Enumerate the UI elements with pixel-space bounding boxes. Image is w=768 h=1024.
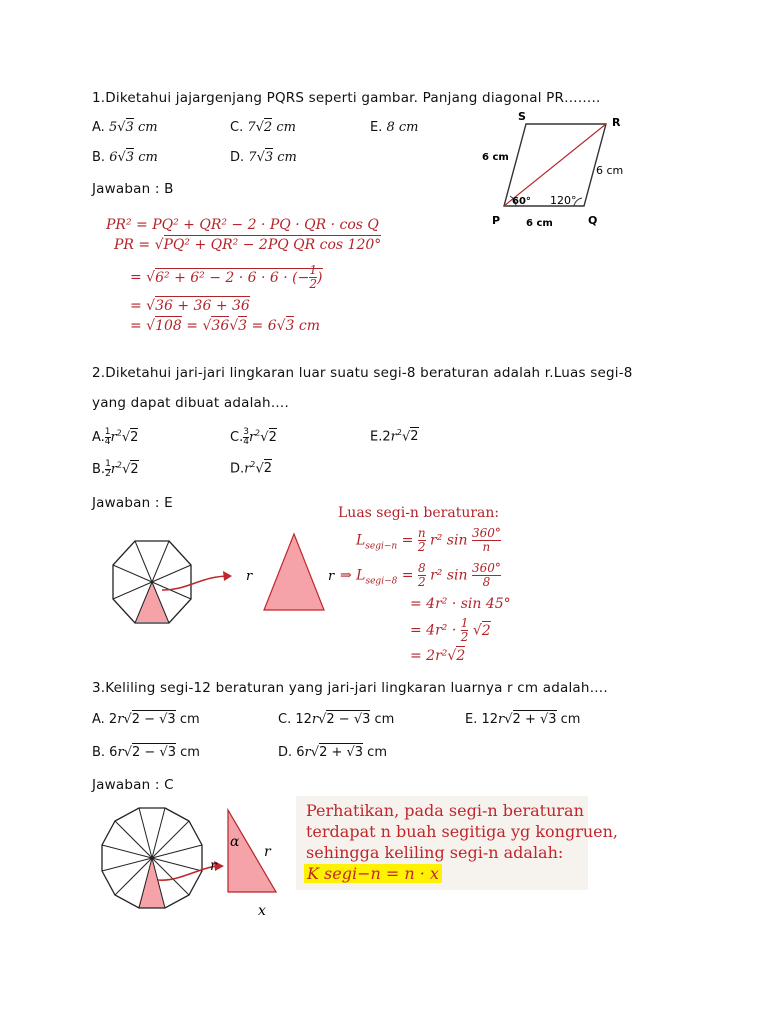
label-p: P [492,214,501,227]
q1-option-d: D. 7√3 cm [230,150,297,165]
q2-solution-line-1: $L_{segi-n}$ = $\frac{n}{2}$ r² sin $\frac{360^\circ}{n}$ [356,526,501,554]
q2-solution-line-4: = 4r² · $\frac{1}{2}$ √2 [410,616,491,644]
triangle-label-r-left-2: r [210,858,217,874]
triangle-label-r-left: r [246,569,253,584]
q2-answer: Jawaban : E [92,495,173,511]
q1-solution-line-2: PR = √PQ² + QR² − 2PQ QR cos 120° [114,237,382,253]
label-s: S [518,110,526,123]
label-r: R [612,116,621,129]
dodecagon-triangle-highlight [138,858,165,908]
arrow-to-triangle [162,576,230,590]
q1-solution-line-5: = √108 = √36√3 = 6√3 cm [130,318,321,334]
q1-solution-line-3: = √6² + 6² − 2 · 6 · 6 · (− $\frac{1}{2}$ ) [130,263,323,291]
dodecagon-diagram [90,800,290,922]
label-angle-p: 60° [512,196,531,207]
q1-solution-line-4: = √36 + 36 + 36 [130,298,250,314]
isosceles-triangle [264,534,324,610]
q1-option-b: B. 6√3 cm [92,150,158,165]
q3-option-e: E. 12r√2 + √3 cm [465,712,581,727]
q1-question: 1.Diketahui jajargenjang PQRS seperti gambar. Panjang diagonal PR…….. [92,90,601,106]
label-side-ps: 6 cm [482,152,509,163]
q1-solution-line-1: PR² = PQ² + QR² − 2 · PQ · QR · cos Q [106,217,379,233]
q3-note-line-2: terdapat n buah segitiga yg kongruen, [306,822,618,841]
octagon-diagram [100,520,340,630]
q3-option-d: D. 6r√2 + √3 cm [278,745,387,760]
label-q: Q [588,214,598,227]
q3-option-b: B. 6r√2 − √3 cm [92,745,200,760]
octagon-triangle-highlight [135,582,169,622]
q1-option-c: C. 7√2 cm [230,120,296,135]
q2-option-d: $D.r^2√2$ [230,460,273,477]
triangle-label-r-right: r [328,569,335,584]
q2-solution-title: Luas segi-n beraturan: [338,505,500,521]
q1-option-e: E. 8 cm [370,120,419,135]
triangle-label-alpha: α [230,834,240,850]
q2-option-c: C. $\frac{3}{4}$ $r^2√2$ [230,427,277,447]
q2-solution-line-2: ⇒ $L_{segi-8}$ = $\frac{8}{2}$ r² sin $\frac{360^\circ}{8}$ [340,561,501,589]
q3-note-box [296,796,618,890]
q2-option-b: B. $\frac{1}{2}$ $r^2√2$ [92,459,139,479]
q3-answer: Jawaban : C [92,777,174,793]
q2-question-line-2: yang dapat dibuat adalah…. [92,395,289,411]
label-side-pq: 6 cm [526,218,553,229]
q2-option-e: $E.2r^2√2$ [370,428,419,445]
q2-option-a: A. $\frac{1}{4}$ $r^2√2$ [92,427,139,447]
q3-option-a: A. 2r√2 − √3 cm [92,712,200,727]
triangle-label-x: x [258,903,266,919]
q3-question: 3.Keliling segi-12 beraturan yang jari-jari lingkaran luarnya r cm adalah…. [92,680,608,696]
q1-answer: Jawaban : B [92,181,174,197]
q2-solution-line-3: = 4r² · sin 45° [410,596,511,612]
parallelogram-diagram [470,108,640,233]
q3-formula: K segi−n = n · x [304,864,442,883]
triangle-label-r-right-2: r [264,844,271,860]
q2-question-line-1: 2.Diketahui jari-jari lingkaran luar suatu segi-8 beraturan adalah r.Luas segi-8 [92,365,633,381]
q3-option-c: C. 12r√2 − √3 cm [278,712,395,727]
q1-option-a: A. 5√3 cm [92,120,158,135]
q3-note-line-3: sehingga keliling segi-n adalah: [306,843,564,862]
q2-solution-line-5: = 2r²√2 [410,648,466,664]
label-side-qr: 6 cm [596,164,624,177]
q3-note-line-1: Perhatikan, pada segi-n beraturan [306,801,584,820]
label-angle-q: 120° [550,194,577,207]
